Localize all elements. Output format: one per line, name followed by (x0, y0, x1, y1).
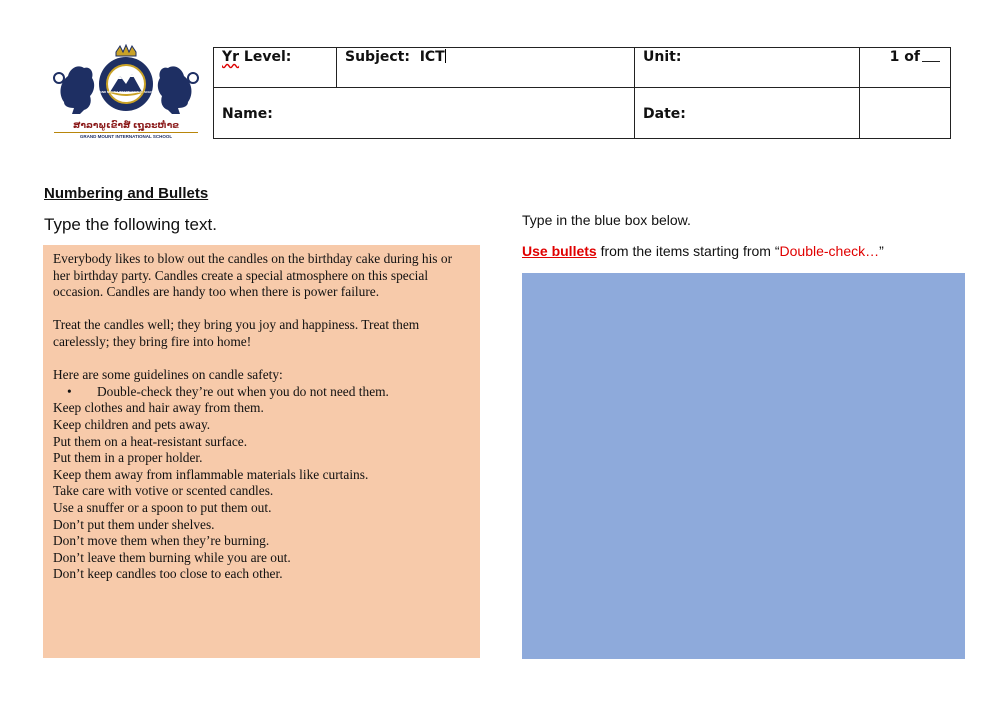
section-heading: Numbering and Bullets (44, 185, 209, 202)
use-bullets-emphasis: Use bullets (522, 243, 597, 259)
page-cell[interactable] (860, 48, 951, 88)
name-label: Name: (222, 105, 273, 122)
unit-label: Unit: (643, 49, 682, 65)
source-text-box (43, 245, 480, 658)
name-cell[interactable] (214, 88, 635, 139)
page-label: 1 of (889, 49, 920, 65)
blank-cell[interactable] (860, 88, 951, 139)
instruction-2-middle: from the items starting from “ (596, 243, 780, 259)
school-logo (50, 44, 202, 144)
list-item: Don’t move them when they’re burning. (53, 533, 270, 549)
paragraph-2: Treat the candles well; they bring you joy and happiness. Treat them carelessly; they bring fire into home! (53, 317, 420, 349)
text-cursor (445, 49, 446, 63)
paragraph-1: Everybody likes to blow out the candles on the birthday cake during his or her birthday party. Candles create a special atmosphere on this special occasion. Candles are handy too when there is power failure. (53, 251, 453, 300)
list-item: Put them on a heat-resistant surface. (53, 433, 248, 449)
list-item: Keep children and pets away. (53, 416, 211, 432)
yr-level-word-spellcheck: Yr (222, 49, 240, 65)
unit-cell[interactable] (635, 48, 860, 88)
list-item: Keep clothes and hair away from them. (53, 400, 264, 416)
double-check-reference: Double-check… (779, 243, 880, 259)
instruction-2-end: ” (879, 243, 884, 259)
list-item: Don’t leave them burning while you are out. (53, 549, 291, 565)
left-instruction: Type the following text. (44, 215, 217, 234)
yr-level-cell[interactable] (214, 48, 337, 88)
date-cell[interactable] (635, 88, 860, 139)
list-item: Don’t put them under shelves. (53, 516, 215, 532)
guidelines-title: Here are some guidelines on candle safety: (53, 367, 283, 383)
logo-divider (54, 132, 198, 133)
date-label: Date: (643, 105, 686, 122)
subject-label: Subject: ICT (345, 49, 445, 65)
list-item: Put them in a proper holder. (53, 450, 203, 466)
logo-arc-text: GRAND MOUNT INTERNATIONAL SCHOOL (95, 90, 157, 94)
bullet-icon: • (67, 383, 72, 399)
list-item: Keep them away from inflammable materials like curtains. (53, 466, 369, 482)
worksheet-header-table (213, 47, 951, 139)
right-instruction-1: Type in the blue box below. (522, 212, 691, 228)
answer-box[interactable] (522, 273, 965, 659)
list-item: Don’t keep candles too close to each other. (53, 566, 283, 582)
subject-cell[interactable] (337, 48, 635, 88)
yr-level-label: Level: (239, 49, 292, 65)
bulleted-list-item (53, 384, 472, 401)
right-instruction-2 (522, 243, 884, 259)
list-item: Use a snuffer or a spoon to put them out. (53, 499, 272, 515)
page-total-blank[interactable] (922, 49, 940, 62)
bulleted-item-text: Double-check they’re out when you do not need them. (97, 383, 389, 399)
logo-english-name: GRAND MOUNT INTERNATIONAL SCHOOL (79, 134, 173, 139)
list-item: Take care with votive or scented candles. (53, 483, 274, 499)
logo-thai-name: ສາລາພູເຂົາສ໌ ເຖຼຸລະຫ໋າຂ (73, 120, 179, 130)
